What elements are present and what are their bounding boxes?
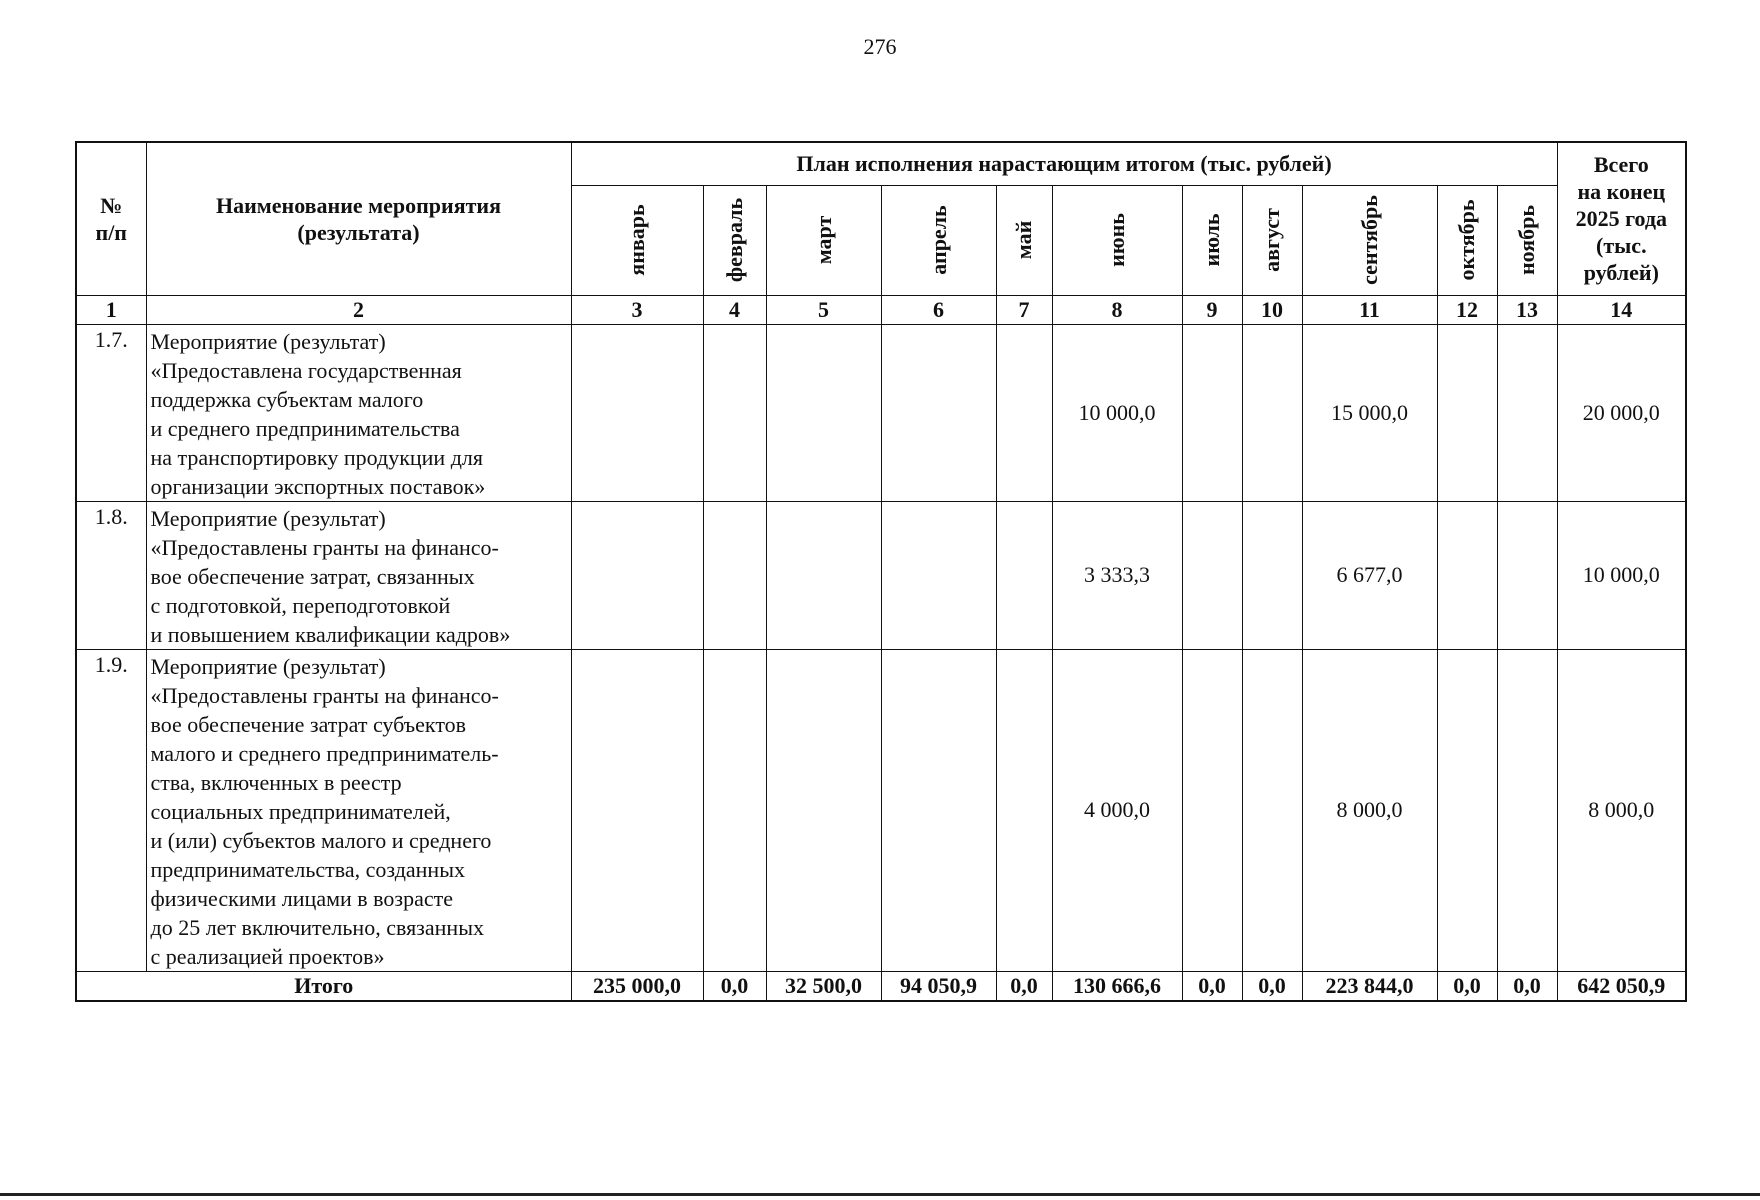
month-label: апрель — [925, 205, 951, 275]
value-september: 8 000,0 — [1302, 649, 1437, 971]
month-label: август — [1259, 208, 1284, 272]
column-number: 8 — [1052, 295, 1182, 324]
value-april — [881, 501, 996, 649]
value-october — [1437, 649, 1497, 971]
column-number: 14 — [1557, 295, 1686, 324]
month-label: ноябрь — [1514, 204, 1540, 276]
name-line: на транспортировку продукции для — [150, 444, 483, 470]
row-number: 1.8. — [76, 501, 146, 649]
total-may: 0,0 — [996, 971, 1052, 1001]
row-number: 1.9. — [76, 649, 146, 971]
name-line: с подготовкой, переподготовкой — [150, 592, 451, 618]
name-line: предпринимательства, созданных — [150, 856, 465, 882]
total-june: 130 666,6 — [1052, 971, 1182, 1001]
name-line: малого и среднего предприниматель- — [150, 740, 499, 766]
value-june: 3 333,3 — [1052, 501, 1182, 649]
measure-name — [146, 501, 571, 649]
value-april — [881, 324, 996, 501]
value-may — [996, 649, 1052, 971]
num-column-header — [76, 142, 146, 295]
month-label: февраль — [721, 197, 747, 283]
month-label: январь — [624, 204, 649, 276]
value-march — [766, 649, 881, 971]
column-number: 3 — [571, 295, 703, 324]
value-may — [996, 501, 1052, 649]
month-header-november — [1497, 185, 1557, 295]
row-number: 1.7. — [76, 324, 146, 501]
column-number: 9 — [1182, 295, 1242, 324]
column-number: 5 — [766, 295, 881, 324]
month-label: сентябрь — [1356, 195, 1382, 285]
total-august: 0,0 — [1242, 971, 1302, 1001]
column-numbers-row — [76, 295, 1686, 324]
name-line: Мероприятие (результат) — [150, 328, 386, 354]
total-november: 0,0 — [1497, 971, 1557, 1001]
grand-total: 642 050,9 — [1557, 971, 1686, 1001]
column-number: 4 — [703, 295, 766, 324]
total-header-line1: Всего — [1593, 152, 1649, 178]
month-label: март — [810, 215, 836, 265]
plan-header: План исполнения нарастающим итогом (тыс. рублей) — [571, 142, 1557, 185]
name-line: «Предоставлены гранты на финансо- — [150, 534, 499, 560]
total-april: 94 050,9 — [881, 971, 996, 1001]
name-line: «Предоставлены гранты на финансо- — [150, 682, 499, 708]
month-label: июнь — [1104, 213, 1129, 267]
total-header-line4: (тыс. — [1596, 233, 1647, 259]
name-line: социальных предпринимателей, — [150, 798, 451, 824]
column-number: 12 — [1437, 295, 1497, 324]
value-march — [766, 501, 881, 649]
value-september: 6 677,0 — [1302, 501, 1437, 649]
plan-table — [75, 141, 1687, 1002]
total-october: 0,0 — [1437, 971, 1497, 1001]
name-header-line2: (результата) — [297, 219, 420, 245]
num-header-text: № п/п — [95, 192, 127, 245]
column-number: 7 — [996, 295, 1052, 324]
page-number: 276 — [863, 34, 897, 59]
value-february — [703, 501, 766, 649]
name-line: до 25 лет включительно, связанных — [150, 914, 484, 940]
name-line: вое обеспечение затрат субъектов — [150, 711, 467, 737]
name-line: вое обеспечение затрат, связанных — [150, 563, 475, 589]
table-row — [76, 649, 1686, 971]
value-may — [996, 324, 1052, 501]
name-line: Мероприятие (результат) — [150, 505, 386, 531]
column-number: 10 — [1242, 295, 1302, 324]
month-header-may — [996, 185, 1052, 295]
name-line: физическими лицами в возрасте — [150, 885, 453, 911]
name-line: Мероприятие (результат) — [150, 653, 386, 679]
name-line: и (или) субъектов малого и среднего — [150, 827, 492, 853]
column-number: 11 — [1302, 295, 1437, 324]
column-number: 6 — [881, 295, 996, 324]
value-july — [1182, 649, 1242, 971]
column-number: 2 — [146, 295, 571, 324]
name-column-header — [146, 142, 571, 295]
value-november — [1497, 649, 1557, 971]
month-header-june — [1052, 185, 1182, 295]
measure-name — [146, 324, 571, 501]
value-total: 10 000,0 — [1557, 501, 1686, 649]
month-header-august — [1242, 185, 1302, 295]
value-total: 20 000,0 — [1557, 324, 1686, 501]
value-july — [1182, 324, 1242, 501]
total-column-header — [1557, 142, 1686, 295]
total-january: 235 000,0 — [571, 971, 703, 1001]
measure-name — [146, 649, 571, 971]
table-row — [76, 501, 1686, 649]
month-header-january — [571, 185, 703, 295]
totals-row — [76, 971, 1686, 1001]
total-july: 0,0 — [1182, 971, 1242, 1001]
value-march — [766, 324, 881, 501]
total-february: 0,0 — [703, 971, 766, 1001]
name-line: с реализацией проектов» — [150, 943, 385, 969]
column-number: 1 — [76, 295, 146, 324]
totals-label: Итого — [76, 971, 571, 1001]
value-november — [1497, 324, 1557, 501]
month-label: май — [1011, 220, 1036, 260]
value-january — [571, 324, 703, 501]
table-row — [76, 324, 1686, 501]
month-label: октябрь — [1454, 199, 1479, 281]
name-line: организации экспортных поставок» — [150, 473, 486, 499]
total-march: 32 500,0 — [766, 971, 881, 1001]
total-header-line2: на конец — [1577, 179, 1666, 205]
month-header-february — [703, 185, 766, 295]
name-line: и повышением квалификации кадров» — [150, 621, 511, 647]
value-november — [1497, 501, 1557, 649]
name-line: поддержка субъектам малого — [150, 386, 424, 412]
month-label: июль — [1199, 213, 1224, 267]
total-header-line3: 2025 года — [1575, 206, 1668, 232]
month-header-march — [766, 185, 881, 295]
value-october — [1437, 324, 1497, 501]
value-total: 8 000,0 — [1557, 649, 1686, 971]
month-header-september — [1302, 185, 1437, 295]
month-header-july — [1182, 185, 1242, 295]
value-august — [1242, 324, 1302, 501]
value-june: 4 000,0 — [1052, 649, 1182, 971]
value-august — [1242, 649, 1302, 971]
month-header-april — [881, 185, 996, 295]
column-number: 13 — [1497, 295, 1557, 324]
value-september: 15 000,0 — [1302, 324, 1437, 501]
value-october — [1437, 501, 1497, 649]
name-line: ства, включенных в реестр — [150, 769, 402, 795]
name-line: «Предоставлена государственная — [150, 357, 462, 383]
value-july — [1182, 501, 1242, 649]
value-january — [571, 501, 703, 649]
value-june: 10 000,0 — [1052, 324, 1182, 501]
value-january — [571, 649, 703, 971]
total-september: 223 844,0 — [1302, 971, 1437, 1001]
total-header-line5: рублей) — [1583, 260, 1659, 286]
value-february — [703, 649, 766, 971]
value-february — [703, 324, 766, 501]
value-august — [1242, 501, 1302, 649]
page-bottom-rule — [0, 1193, 1760, 1196]
value-april — [881, 649, 996, 971]
name-line: и среднего предпринимательства — [150, 415, 460, 441]
month-header-october — [1437, 185, 1497, 295]
name-header-line1: Наименование мероприятия — [215, 192, 502, 218]
